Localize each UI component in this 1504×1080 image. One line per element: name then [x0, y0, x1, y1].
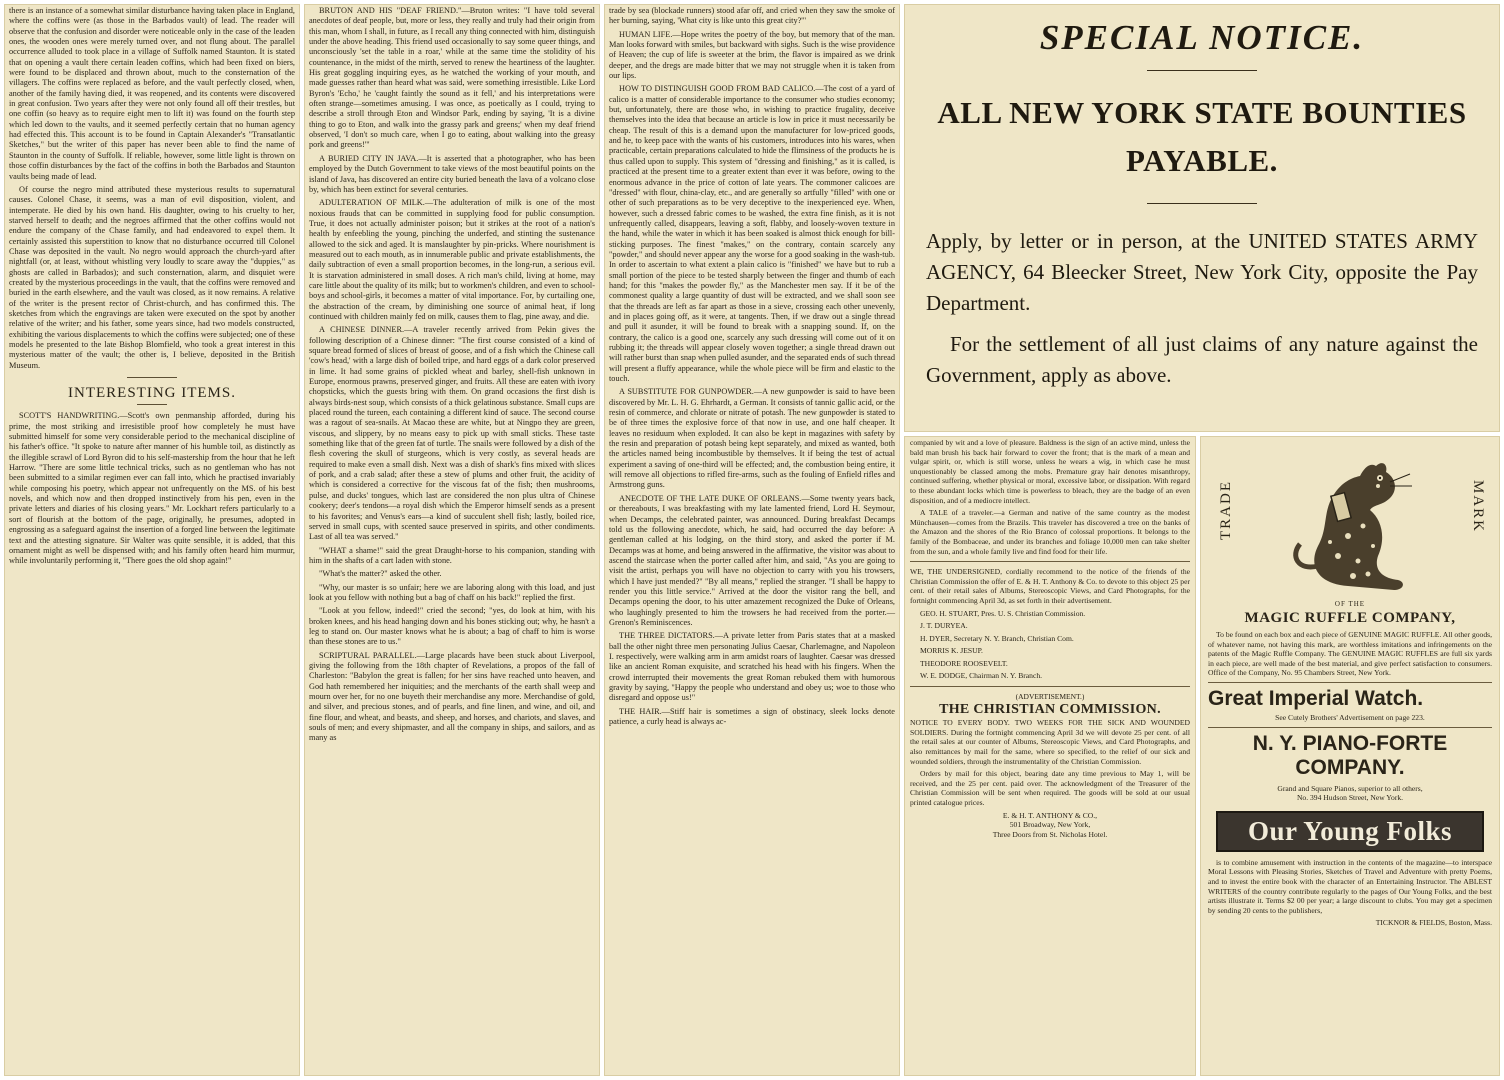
interesting-items-heading: INTERESTING ITEMS.	[68, 385, 236, 402]
special-notice-title: SPECIAL NOTICE.	[1039, 18, 1365, 57]
commission-notice: NOTICE TO EVERY BODY. TWO WEEKS FOR THE SICK AND WOUNDED SOLDIERS. During the fortnight commencing April 3d we will devote 25 per cent. of all the retail sales at our counter of Albums, Stereoscopic Views, and Card Photographs, and also remittances by mail for the same, where so specified, to the relief of our sick and wounded soldiers, through the instrumentality of the Christian Commission.	[910, 718, 1190, 766]
divider	[910, 686, 1190, 687]
divider	[1208, 727, 1492, 728]
article-paragraph: A SUBSTITUTE FOR GUNPOWDER.—A new gunpowder is said to have been discovered by Mr. L. H. G. Ehrhardt, a German. It consists of tannic gallic acid, or the resin of commerce, and chlorate or nitrate of potash. The new gunpowder is stated to be of three times the explosive force of that now in use, and one half cheaper. It leaves no residuum when exploded. It can also be kept in magazines with safety by the resin and preparation of potash being kept separately, and mixed as wanted, both the articles named being incombustible by themselves. It if being the test of actual experiment a saving of one-third will be effected; and, the combustion being entire, it will remove all objections to rifled fire-arms, such as the fouling of Enfield rifles and Armstrong guns.	[609, 387, 895, 490]
special-notice-body	[926, 226, 1478, 391]
signer-list	[910, 609, 1190, 682]
signer: W. E. DODGE, Chairman N. Y. Branch.	[920, 671, 1043, 681]
article-paragraph: "Look at you fellow, indeed!" cried the second; "yes, do look at him, with his broken knees, and his head hanging down and his bones sticking out; why, he hasn't a leg to stand on. Our master knows what he is about; a bag of chaff to him is worse than these stones are to us."	[309, 606, 595, 647]
clip-column-3	[604, 4, 900, 1076]
piano-ad-title-line1: N. Y. PIANO-FORTE	[1252, 731, 1448, 755]
mark-label: MARK	[1470, 480, 1486, 534]
notice-paragraph: For the settlement of all just claims of any nature against the Government, apply as above.	[926, 332, 1478, 387]
trade-mark-block	[1208, 440, 1492, 600]
signer: MORRIS K. JESUP.	[920, 646, 983, 656]
article-paragraph: ANECDOTE OF THE LATE DUKE OF ORLEANS.—Some twenty years back, or thereabouts, I was breakfasting with my late lamented friend, Lord H. Seymour, when Decamps, the celebrated painter, was announced. During breakfast Decamps told us the following anecdote, which, he said, had occurred the day before: A gentleman called at his lodging, on the third story, and asked the porter if M. Decamps was at home, and being answered in the affirmative, the visitor was about to ascend the staircase when the porter called after him, and said, "As you are going to visit the artist, perhaps you will have no objection to carry with you his trowsers, which I have just mended?" "By all means," replied the stranger. "I shall be happy to render you this little service." Arrived at the door the visitor rang the bell, and Decamps opening the door, to his utter amazement recognized the Duke of Orleans, who laughingly presented to him the trowsers he had received from the porter.—Grenon's Reminiscences.	[609, 493, 895, 627]
notice-paragraph: Apply, by letter or in person, at the UNITED STATES ARMY AGENCY, 64 Bleecker Street, New York City, opposite the Pay Department.	[926, 229, 1478, 315]
article-paragraph: "Why, our master is so unfair; here we are laboring along with this load, and just look at you fellow with nothing but a bag of chaff on his back!" replied the first.	[309, 582, 595, 602]
signer: GEO. H. STUART, Pres. U. S. Christian Commission.	[920, 608, 1086, 618]
ruffle-description: To be found on each box and each piece of GENUINE MAGIC RUFFLE. All other goods, of whatever name, not having this mark, are worthless imitations and infringements on the patents of the Magic Ruffle Company. The GENUINE MAGIC RUFFLES are full six yards in each piece, are well made of the best material, and give perfect satisfaction to consumers. Office of the Company, No. 95 Chambers Street, New York.	[1208, 630, 1492, 678]
article-paragraph: A BURIED CITY IN JAVA.—It is asserted that a photographer, who has been employed by the Dutch Government to take views of the most beautiful points on the island of Java, has discovered an entire city buried beneath the lava of a volcano close by, which has been extinct for several centuries.	[309, 153, 595, 194]
article-paragraph: "What's the matter?" asked the other.	[319, 569, 442, 579]
article-paragraph: BRUTON AND HIS "DEAF FRIEND."—Bruton writes: "I have told several anecdotes of deaf people, but, more or less, they really and truly had their origin from this man, whom I shall, in future, as I recall any thing connected with him, distinguish under the above heading. This friend used occasionally to say some queer things, and unconsciously 'set the table in a roar,' while at the same time the stolidity of his countenance, in the midst of the mirth, served to renew the heartiness of the laughter. His great goggling inquiring eyes, as he watched the working of your mouth, and made guesses rather than heard what was said, were something irresistible. Like Lord Byron's 'Echo,' he 'caught faintly the sound as it fell,' and his interpretations were often strange—sometimes amusing. I was once, as poetically as I could, trying to describe a stroll through Eton and Windsor Park, ending by saying, 'It is a divine thing to go to Eton, and walk into the grassy park and greens;' when my deaf friend observed, 'I don't so much care, when I go to eating, about walking into the greasy pork and greens!'"	[309, 6, 595, 150]
company-address: 501 Broadway, New York,	[1009, 820, 1091, 830]
divider	[910, 561, 1190, 562]
advertisement-label: (ADVERTISEMENT.)	[1015, 692, 1085, 702]
cat-trademark-icon	[1278, 446, 1428, 596]
piano-ad-address: No. 394 Hudson Street, New York.	[1296, 793, 1404, 803]
piano-ad-subtitle: Grand and Square Pianos, superior to all others,	[1277, 783, 1423, 793]
article-paragraph: ADULTERATION OF MILK.—The adulteration of milk is one of the most noxious frauds that can be committed in supplying food for public consumption. True, it does not actually administer poison; but it strikes at the root of a nation's health by enfeebling the young, pinching the underfed, and stinting the sustenance allowed to the sick and aged. It is manslaughter by pin-pricks. Where nourishment is measured out to each mouth, as in innumerable public and private establishments, the daily subtraction of even a small proportion becomes, in the long-run, a serious evil. It is starvation administered in small doses. A rich man's child, living at home, may care little about the quality of its milk; but to workmen's children, and even to school-boys and school-girls, it becomes a matter of vital importance. For, by curtailing one, the abstraction of the cream, by diminishing one source of animal heat, if long continued with children mainly fed on milk, causes them to flag, pine away, and die.	[309, 198, 595, 321]
christian-commission-title: THE CHRISTIAN COMMISSION.	[939, 701, 1161, 717]
bounties-headline: ALL NEW YORK STATE BOUNTIES PAYABLE.	[937, 95, 1467, 178]
piano-ad-title-line2: COMPANY.	[1295, 755, 1405, 779]
article-paragraph: Of course the negro mind attributed these mysterious results to supernatural causes. Colonel Chase, it seems, was a man of evil disposition, violent, and intemperate. He died by his own hand. His daughter, owing to his cruelty to her, starved herself to death; and the negroes affirmed that the other coffins would not endure the company of the Chase family, and had endeavored to expel them. It certainly assisted this superstition to know that no disturbance occurred till Colonel Chase was deposited in the vault. No negro would approach the church-yard after nightfall (or, at least, without whistling very loudly to scare away the "duppies," as ghosts are called in Barbados); and such consternation, alarm, and disquiet were created by the mysterious proceedings in the vault, that the coffins were removed and buried in the earth elsewhere, and the vault was closed, as it now remains. A relative of the writer is the present rector of Christ-church, and has confirmed this. The sketches from which the engravings are taken were executed on the spot by another relative of the writer; and his father, some years since, had two models constructed, exhibiting the various displacements to which the coffins were subjected; one of these models he presented to the late Bishop Blomfield, who took a great interest in this mysterious matter of the vault; the other is, I believe, deposited in the British Museum.	[9, 184, 295, 370]
special-notice-clip	[904, 4, 1500, 432]
trade-label: TRADE	[1218, 480, 1234, 540]
ads-column	[1200, 436, 1500, 1076]
commission-notice: Orders by mail for this object, bearing date any time previous to May 1, will be received, and the 25 per cent. paid over. The acknowledgment of the Treasurer of the Christian Commission will be sent when required. The goods will be sold at our usual printed catalogue prices.	[910, 769, 1190, 807]
divider	[1208, 682, 1492, 683]
watch-ad-title: Great Imperial Watch.	[1208, 686, 1424, 710]
divider	[1147, 70, 1257, 71]
article-paragraph: HOW TO DISTINGUISH GOOD FROM BAD CALICO.—The cost of a yard of calico is a matter of considerable importance to the consumer who studies economy; but, unfortunately, there are those who, in wishing to practice frugality, deceive themselves into the idea that because an article is low in price it must necessarily be cheap. The result of this is a demand upon the manufacturer for low-priced goods, and he, to keep pace with the wants of his customers, introduces into his wares, when practicable, certain preparations calculated to hide the flimsiness of the products he is thus called upon to supply. This system of "dressing and finishing," as it is called, is practiced at the present time to a greater extent than ever it was before, owing to the enormous advance in the price of cotton of late years. The commoner calicoes are "dressed" with flour, china-clay, etc., and are generally so artfully "filled" with one or other of such preparations as to be very deceptive to the inexperienced eye. When, however, such a dressed fabric comes to be washed, the extra fine finish, as it is not unfrequently called, disappears, leaving a soft, flabby, and loosely-woven texture in the hand, while the water in which it has been soaked is almost thick enough for bill-sticking purposes. The finest "makes," on the contrary, contain scarcely any "powder," and should never appear any the worse for a good soaking in the wash-tub. In order to ascertain to what extent a plain calico is "finished" we have but to rub a small portion of the piece to be tested sharply between the finger and thumb of each hand; for this "makes the powder fly," as the Manchester men say. If it be of the commonest quality a large quantity of dust will be extracted, and we shall soon see that the threads are left as far apart as those in a sieve, crossing each other unevenly, and in places going off, as it were, at tangents. Then, if we draw out a single thread and pull it asunder, it will be found to break with a snapping sound. If, on the contrary, the calico is a good one, scarcely any such dressing will come out of it on rubbing it; the threads will appear closely woven together; a single thread drawn out will rather burst than snap when pulled asunder, and the separated ends of such thread will present a fluffy appearance, while the whole piece will be firm and elastic to the touch.	[609, 84, 895, 384]
clip-column-1	[4, 4, 300, 1076]
article-paragraph: SCRIPTURAL PARALLEL.—Large placards have been stuck about Liverpool, giving the following from the 18th chapter of Revelations, a propos of the fall of Charleston: "Babylon the great is fallen; for her sins have reached unto heaven, and God hath remembered her iniquities; and the merchants of the earth shall weep and mourn over her, for no one buyeth their merchandise any more. Merchandise of gold, and silver, and precious stones, and of pearls, and fine linen, and wine, and oil, and fine flour, and wheat, and beasts, and sheep, and horses, and chariots, and slaves, and souls of men; and every shipmaster, and all the company in ships, and sailors, and as many as	[309, 650, 595, 743]
article-paragraph: HUMAN LIFE.—Hope writes the poetry of the boy, but memory that of the man. Man looks forward with smiles, but backward with sighs. Such is the wise providence of Heaven; the cup of life is sweeter at the brim, the flavor is impaired as we drink deeper, and the dregs are made bitter that we may not struggle when it is taken from our lips.	[609, 29, 895, 81]
our-young-folks-banner: Our Young Folks	[1216, 811, 1484, 852]
company-location: Three Doors from St. Nicholas Hotel.	[992, 829, 1108, 839]
article-paragraph: SCOTT'S HANDWRITING.—Scott's own penmanship afforded, during his prime, the most striking and irresistible proof how completely he must have submitted himself for some very considerable period to the mechanical discipline of his father's office. "It spoke to nature after manner of his humble toil, as distinctly as the illegible scrawl of Lord Byron did to his self-mastership from the hour that he left Harrow. "There are some little technical tricks, such as no gentleman who has not been submitted to a similar regimen ever can fall into, which he practised invariably while composing his poetry, which appear not unfrequently on the MS. of his best novels, and which now and then dropped instinctively from his pen, even in the private letters and diaries of his closing years." Mr. Lockhart refers particularly to a sort of flourish at the bottom of the page, originally, he presumes, adopted in engrossing as a safeguard against the insertion of a forged line between the legitimate text and the attesting signature. Sir Walter was quite sensible, it is added, that this ornament might as well be dispensed with; and his family often heard him murmur, while involuntarily performing it, "There goes the old shop again!"	[9, 411, 295, 566]
article-paragraph: companied by wit and a love of pleasure. Baldness is the sign of an active mind, unless the bald man brush his back hair forward to cover the front; that is the mark of a mean and vulgar spirit, or, which is still worse, unless he wears a wig, in which case he must unquestionably be classed among the mobs. Premature gray hair denotes misanthropy, continued suffering, whether physical or moral, excessive labor, or dissipation. With regard to these abundant locks which time is powerless to bleach, they are the badge of an even disposition, and of a mediocre intellect.	[910, 438, 1190, 505]
watch-ad-subtitle: See Cutely Brothers' Advertisement on page 223.	[1275, 712, 1425, 722]
article-paragraph: THE HAIR.—Stiff hair is sometimes a sign of obstinacy, sleek locks denote patience, a curly head is always ac-	[609, 706, 895, 727]
divider	[137, 404, 167, 405]
divider	[127, 377, 177, 378]
article-paragraph: "WHAT a shame!" said the great Draught-horse to his companion, standing with him in the shafts of a cart laden with stone.	[309, 545, 595, 565]
signer: J. T. DURYEA.	[920, 621, 968, 631]
of-the-label: OF THE	[1334, 600, 1366, 608]
divider	[1147, 203, 1257, 204]
publisher-signature: TICKNOR & FIELDS, Boston, Mass.	[1375, 918, 1492, 928]
magic-ruffle-company-title: MAGIC RUFFLE COMPANY,	[1244, 610, 1456, 626]
article-paragraph: THE THREE DICTATORS.—A private letter from Paris states that at a masked ball the other night three men personating Julius Caesar, Charlemagne, and Napoleon I. respectively, were walking arm in arm amidst roars of laughter. Caesar was dressed like an ancient Roman exquisite, and scratched his head with his fingers. When the crowd interrupted their movements the great Roman rebuked them with humorous gravity by saying, "Happy the people who understand and obey us; woe to those who disregard and oppose us!"	[609, 631, 895, 703]
signer: THEODORE ROOSEVELT.	[920, 658, 1008, 668]
company-signature: E. & H. T. ANTHONY & CO.,	[1002, 810, 1098, 820]
article-paragraph: there is an instance of a somewhat similar disturbance having taken place in England, where the coffins were (as those in the Barbados vault) of lead. The reader will observe that the confusion and disorder were noticeable only in the case of the leaden ones, the wooden ones were merely turned over, and not flung about. The parallel occurrence alluded to took place in a village of Suffolk named Staunton. It is stated that on opening a vault there certain leaden coffins, which had been fixed on biers, were found to be displaced and thrown about, much to the consternation of the villagers. The coffins were replaced as before, and the vault perfectly closed, when, another of the family having died, it was reopened, and its contents were discovered in great confusion. Two years after they were not only found all off their trestles, but one coffin (so heavy as to require eight men to lift it) was found on the fourth step which led down to the vaults, and it seemed perfectly certain that no human agency had effected this. This account is to be found in Captain Alexander's "Transatlantic Sketches," but the writer of this paper has never been able to find the name of Staunton in the county of Suffolk. If reliable, however, some little light is thrown on those coffin disturbances by the fact of the coffins in both the Barbados and Staunton vaults being made of lead.	[9, 6, 295, 181]
commission-recommendation: WE, THE UNDERSIGNED, cordially recommend to the notice of the friends of the Christian Commission the offer of E. & H. T. Anthony & Co. to devote to this object 25 per cent. of their retail sales of Albums, Stereoscopic Views, and Card Photographs, for the fortnight commencing April 3d, as set forth in their advertisement.	[910, 567, 1190, 605]
article-paragraph: A TALE of a traveler.—a German and native of the same country as the modest Münchausen—comes from the Brazils. This traveler has discovered a tree on the banks of the Amazon and the shores of the Rio Branco of colossal proportions. It belongs to the family of the Bombaceae, and under its branches and foliage 10,000 men can take shelter from the sun, and a whole family live and find food for their life.	[910, 508, 1190, 556]
signer: H. DYER, Secretary N. Y. Branch, Christian Com.	[920, 633, 1074, 643]
article-paragraph: trade by sea (blockade runners) stood afar off, and cried when they saw the smoke of her burning, saying, 'What city is like unto this great city?'"	[609, 6, 895, 26]
clip-column-2	[304, 4, 600, 1076]
clip-column-4	[904, 436, 1196, 1076]
our-young-folks-description: is to combine amusement with instruction in the contents of the magazine—to interspace Moral Lessons with Pleasing Stories, Sketches of Travel and Adventure with pretty Poems, and to invest the entire book with the character of an Entertaining Instructor. The ABLEST WRITERS of the country contribute regularly to the pages of Our Young Folks, and the best artists illustrate it. Terms $2 00 per year; a large discount to clubs. You may get a specimen by sending 20 cents to the publishers,	[1208, 857, 1492, 915]
article-paragraph: A CHINESE DINNER.—A traveler recently arrived from Pekin gives the following description of a Chinese dinner: "The first course consisted of a kind of square bread formed of slices of breast of goose, and of a fish which the Chinese call 'cow's head,' with a large dish of boiled tripe, and hard eggs of a dark color preserved in lime. It had some grains of pickled wheat and barley, shell-fish unknown in Europe, enormous prawns, preserved ginger, and fruits. All these are eaten with ivory chopsticks, which the guests bring with them. On grand occasions the first dish is always birds-nest soup, which consists of a thick gelatinous substance. Small cups are placed round the tureen, each containing a different kind of sauce. The second course was a ragout of sea-snails. At Macao these are white, but at Ningpo they are green, viscous, and slippery, by no means easy to pick up with small sticks. These taste something like that of the green fat of turtle. The snails were followed by a dish of the flesh covering the skull of sturgeons, which is very costly, as several heads are required to make even a small dish. Next was a dish of shark's fins mixed with slices of pork, and a crab salad; after these a stew of plums and other fruit, the acidity of which is considered a corrective for the viscous fat of the fish; then mushrooms, pulse, and ducks' tongues, which last are considered the non plus ultra of Chinese cookery; deer's tendons—a royal dish which the Emperor himself sends as a present to his favorites; and Venus's ears—a kind of succulent shell fish; lastly, boiled rice, served in small cups, with scented sauce preserved in spirits, and other condiments. Last of all tea was served."	[309, 325, 595, 542]
